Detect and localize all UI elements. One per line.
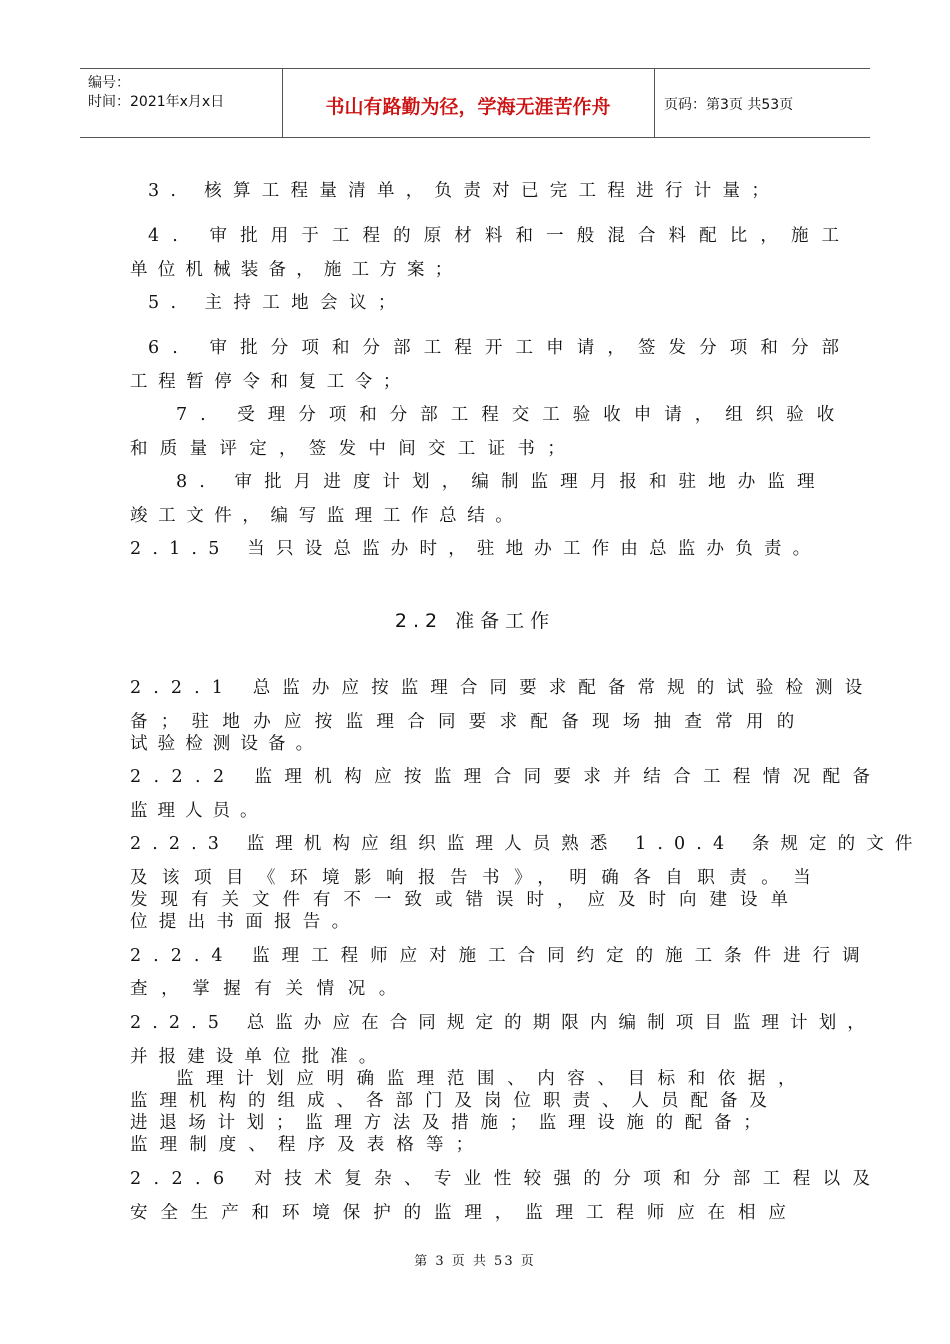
header-motto-cell xyxy=(282,69,655,137)
text-line: 2.1.5 当只设总监办时，驻地办工作由总监办负责。 xyxy=(130,539,822,559)
text-line: 及该项目《环境影响报告书》，明确各自职责。当 xyxy=(130,868,826,888)
document-time-label: 时间：2021年x月x日 xyxy=(88,94,225,110)
text-line: 监理机构的组成、各部门及岗位职责、人员配备及 xyxy=(130,1091,779,1111)
text-line: 监理制度、程序及表格等； xyxy=(130,1135,486,1155)
text-line: 并报建设单位批准。 xyxy=(130,1047,388,1067)
text-line: 2.2.5 总监办应在合同规定的期限内编制项目监理计划， xyxy=(130,1013,876,1033)
header-left-cell xyxy=(80,69,283,137)
text-line: 和质量评定，签发中间交工证书； xyxy=(130,439,577,459)
text-line: 位提出书面报告。 xyxy=(130,912,361,932)
header-right-cell xyxy=(654,69,870,137)
text-line: 8. 审批月进度计划，编制监理月报和驻地办监理 xyxy=(176,472,827,492)
text-line: 6. 审批分项和分部工程开工申请，签发分项和分部 xyxy=(148,338,853,358)
text-line: 试验检测设备。 xyxy=(130,734,324,754)
text-line: 监理计划应明确监理范围、内容、目标和依据， xyxy=(176,1069,809,1089)
section-title: 2.2 准备工作 xyxy=(394,610,556,632)
document-number-label: 编号： xyxy=(88,75,130,91)
text-line: 查，掌握有关情况。 xyxy=(130,979,410,999)
text-line: 发现有关文件有不一致或错误时，应及时向建设单 xyxy=(130,890,801,910)
text-line: 安全生产和环境保护的监理，监理工程师应在相应 xyxy=(130,1203,799,1223)
text-line: 7. 受理分项和分部工程交工验收申请，组织验收 xyxy=(176,405,848,425)
text-line: 3. 核算工程量清单，负责对已完工程进行计量； xyxy=(148,181,781,201)
page-footer: 第 3 页 共 53 页 xyxy=(414,1254,536,1269)
text-line: 2.2.3 监理机构应组织监理人员熟悉 1.0.4 条规定的文件 xyxy=(130,834,924,854)
text-line: 2.2.2 监理机构应按监理合同要求并结合工程情况配备 xyxy=(130,767,883,787)
page-header xyxy=(80,68,870,138)
text-line: 进退场计划；监理方法及措施；监理设施的配备； xyxy=(130,1113,773,1133)
text-line: 2.2.1 总监办应按监理合同要求配备常规的试验检测设 xyxy=(130,678,875,698)
text-line: 监理人员。 xyxy=(130,801,268,821)
header-motto: 书山有路勤为径，学海无涯苦作舟 xyxy=(325,96,611,118)
text-line: 单位机械装备，施工方案； xyxy=(130,260,463,280)
text-line: 2.2.6 对技术复杂、专业性较强的分项和分部工程以及 xyxy=(130,1169,883,1189)
text-line: 2.2.4 监理工程师应对施工合同约定的施工条件进行调 xyxy=(130,946,872,966)
header-page-info: 页码：第3页 共53页 xyxy=(664,97,794,113)
text-line: 5. 主持工地会议； xyxy=(148,293,407,313)
text-line: 备；驻地办应按监理合同要求配备现场抽查常用的 xyxy=(130,712,808,732)
text-line: 工程暂停令和复工令； xyxy=(130,372,411,392)
text-line: 4. 审批用于工程的原材料和一般混合料配比，施工 xyxy=(148,226,853,246)
text-line: 竣工文件，编写监理工作总结。 xyxy=(130,506,524,526)
